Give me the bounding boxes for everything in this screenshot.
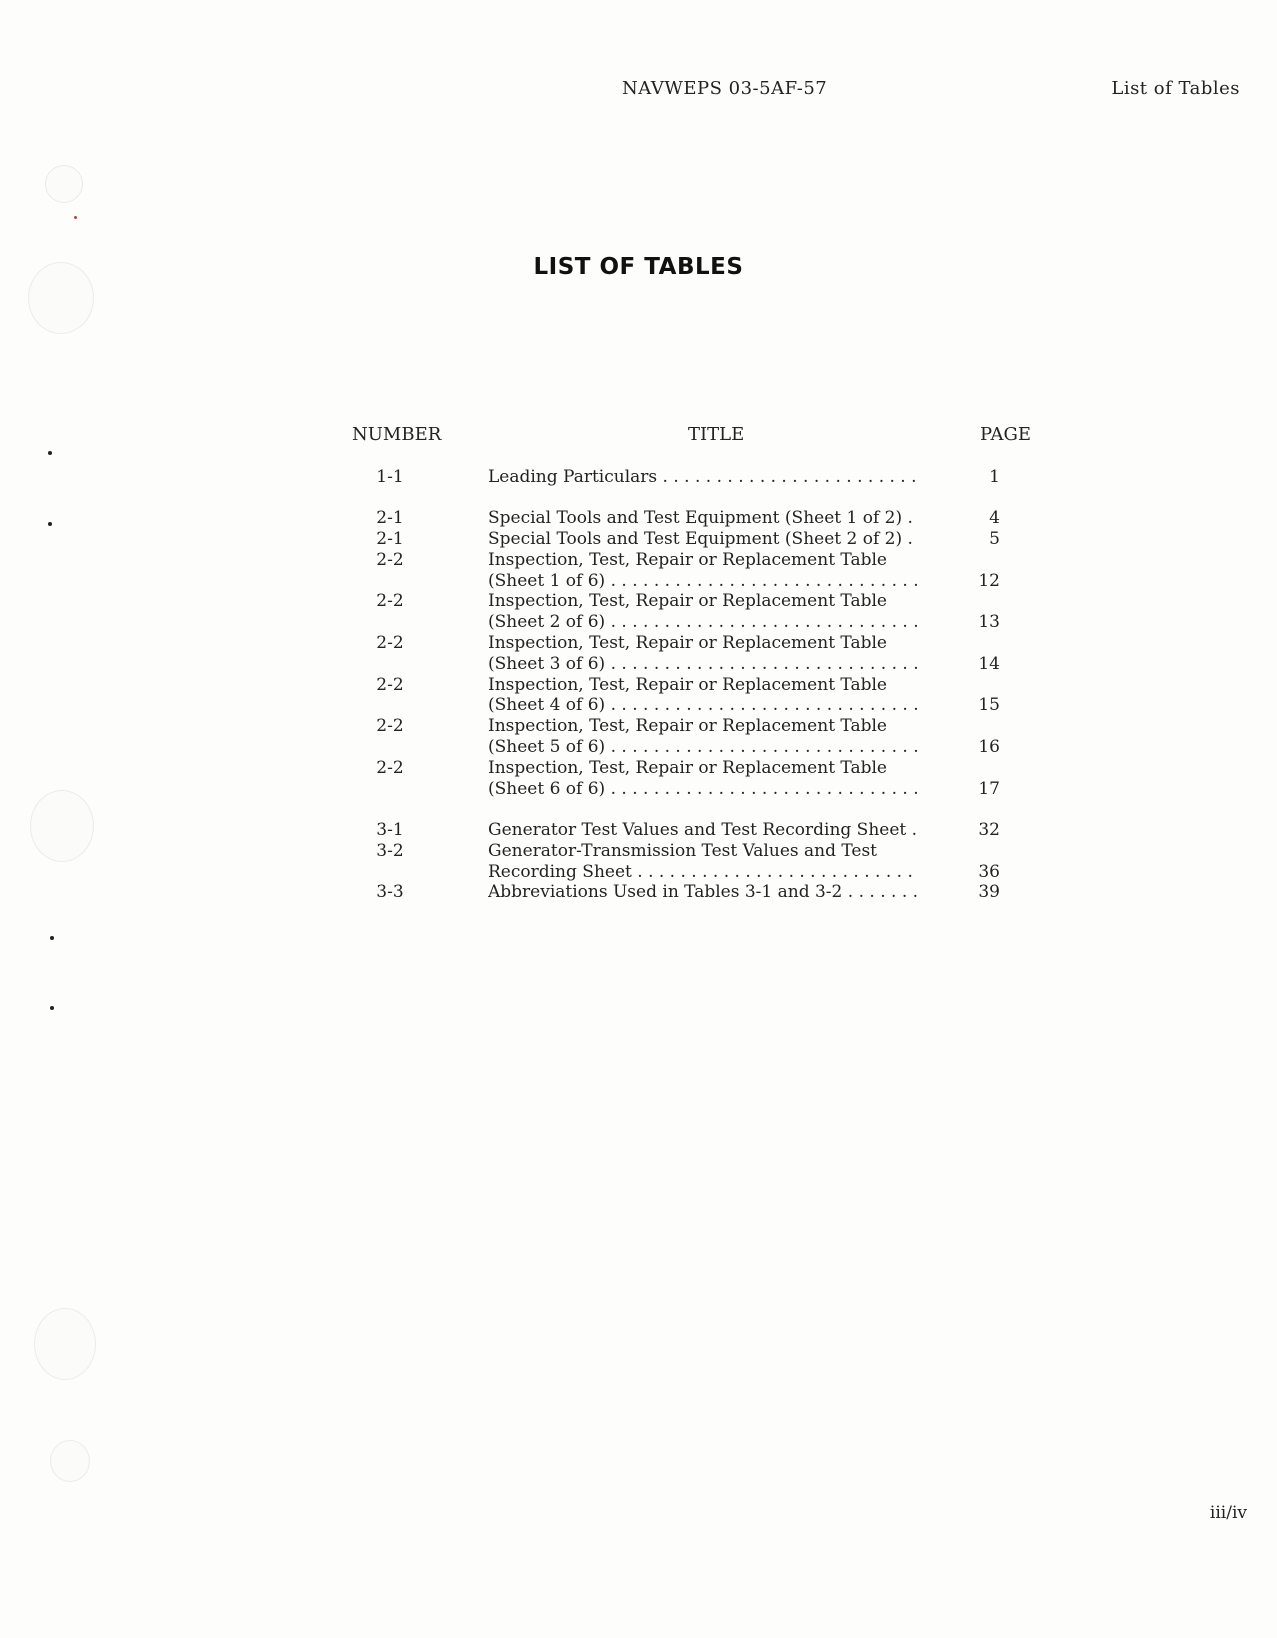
entry-number: 3-1	[376, 819, 404, 840]
column-header-page: PAGE	[980, 424, 1031, 445]
scan-speck	[50, 936, 54, 940]
entry-title-line: Inspection, Test, Repair or Replacement Table	[488, 591, 887, 612]
entry-title-line: Inspection, Test, Repair or Replacement Table	[488, 549, 887, 570]
entry-page: 36	[978, 861, 1000, 882]
entry-number: 2-2	[376, 757, 404, 778]
toc-entry[interactable]	[350, 633, 1050, 675]
toc-entry[interactable]	[350, 467, 1050, 488]
entry-page: 16	[978, 737, 1000, 758]
binder-hole	[34, 1308, 96, 1380]
page-title: LIST OF TABLES	[533, 254, 744, 280]
toc-entry[interactable]	[350, 550, 1050, 592]
binder-hole	[50, 1440, 90, 1482]
entry-page: 17	[978, 778, 1000, 799]
entry-title-line: (Sheet 3 of 6) . . .	[488, 654, 918, 675]
column-header-title: TITLE	[688, 424, 745, 445]
column-header-number: NUMBER	[352, 424, 442, 445]
entry-title-line: Inspection, Test, Repair or Replacement Table	[488, 674, 887, 695]
entry-title-line: (Sheet 4 of 6) . . .	[488, 695, 918, 716]
entry-page: 14	[978, 653, 1000, 674]
entry-page: 15	[978, 695, 1000, 716]
entry-title	[488, 550, 918, 592]
entry-title-line: Special Tools and Test Equipment (Sheet 2 of 2) . . .	[488, 529, 918, 550]
entry-page: 39	[978, 882, 1000, 903]
entry-title	[488, 591, 918, 633]
entry-title-line: Leading Particulars . . .	[488, 467, 918, 488]
entry-title-line: (Sheet 1 of 6) . . .	[488, 571, 918, 592]
entry-title-line: Generator Test Values and Test Recording Sheet . . .	[488, 820, 918, 841]
entry-number: 2-2	[376, 591, 404, 612]
entry-number: 2-2	[376, 674, 404, 695]
binder-hole	[45, 165, 83, 203]
entry-title	[488, 508, 918, 529]
entry-number: 3-3	[376, 882, 404, 903]
entry-title	[488, 675, 918, 717]
entry-title-line: Generator-Transmission Test Values and Test	[488, 840, 878, 861]
toc-entry[interactable]	[350, 820, 1050, 841]
entry-title	[488, 758, 918, 800]
entry-number: 2-2	[376, 549, 404, 570]
entry-title-line: Special Tools and Test Equipment (Sheet 1 of 2) . . .	[488, 508, 918, 529]
entry-title-line: Inspection, Test, Repair or Replacement Table	[488, 757, 887, 778]
toc-entry[interactable]	[350, 675, 1050, 717]
entry-page: 13	[978, 612, 1000, 633]
table-of-contents	[350, 467, 1050, 903]
scan-speck	[74, 216, 77, 219]
page-number: iii/iv	[1209, 1503, 1247, 1523]
entry-number: 1-1	[376, 467, 404, 487]
entry-number: 3-2	[376, 840, 404, 861]
entry-title-line: (Sheet 2 of 6) . . .	[488, 612, 918, 633]
entry-title	[488, 716, 918, 758]
scan-speck	[48, 522, 52, 526]
entry-page: 5	[989, 529, 1000, 550]
toc-entry[interactable]	[350, 529, 1050, 550]
entry-title-line: Recording Sheet . . .	[488, 862, 918, 883]
entry-title-line: Abbreviations Used in Tables 3-1 and 3-2 . . .	[488, 882, 918, 903]
toc-entry[interactable]	[350, 882, 1050, 903]
entry-title-line: Inspection, Test, Repair or Replacement Table	[488, 633, 887, 654]
entry-title-line: (Sheet 5 of 6) . . .	[488, 737, 918, 758]
binder-hole	[30, 790, 94, 862]
entry-page: 32	[978, 819, 1000, 840]
entry-number: 2-2	[376, 716, 404, 737]
entry-title-line: (Sheet 6 of 6) . . .	[488, 779, 918, 800]
entry-title	[488, 820, 918, 841]
entry-title	[488, 841, 918, 883]
scan-speck	[48, 451, 52, 455]
entry-title	[488, 633, 918, 675]
toc-entry[interactable]	[350, 841, 1050, 883]
document-number: NAVWEPS 03-5AF-57	[622, 78, 828, 99]
toc-entry[interactable]	[350, 591, 1050, 633]
entry-title-line: Inspection, Test, Repair or Replacement Table	[488, 716, 887, 737]
toc-entry[interactable]	[350, 508, 1050, 529]
toc-entry[interactable]	[350, 758, 1050, 800]
entry-number: 2-2	[376, 633, 404, 654]
entry-page: 12	[978, 570, 1000, 591]
entry-title	[488, 529, 918, 550]
toc-entry[interactable]	[350, 716, 1050, 758]
entry-number: 2-1	[376, 508, 404, 529]
entry-number: 2-1	[376, 529, 404, 550]
section-name: List of Tables	[1111, 78, 1240, 99]
entry-title	[488, 882, 918, 903]
entry-page: 1	[989, 467, 1000, 487]
entry-page: 4	[989, 508, 1000, 529]
scan-speck	[50, 1006, 54, 1010]
entry-title	[488, 467, 918, 488]
